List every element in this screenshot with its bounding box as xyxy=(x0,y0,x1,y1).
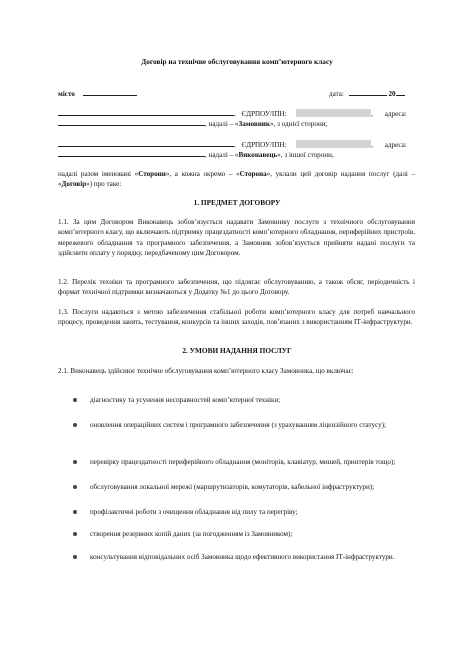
party2-name-blank xyxy=(58,139,234,147)
party2-line1: , ЄДРПОУ/ІПН: , адреса: xyxy=(58,139,418,150)
party2-address-blank xyxy=(58,149,205,157)
document-title: Договір на технічне обслуговування комп’ютерного класу xyxy=(141,57,333,66)
year-text: 20 xyxy=(388,90,396,98)
section1-heading: 1. ПРЕДМЕТ ДОГОВОРУ xyxy=(193,198,281,207)
place-blank xyxy=(83,88,137,96)
party2-prefix: , надалі – « xyxy=(205,151,239,159)
party1-role: Замовник xyxy=(238,120,270,128)
section1-p1: 1.1. За цим Договором Виконавець зобов’язується надавати Замовнику послуги з технічного обслуговування комп’ютерного класу, що включають підтримку працездатності комп’ютерного обладнання, периферійних пристроїв, мережевого обладнання та програмного забезпечення, а Замовник зобов’язується прийняти надані послуги та здійснити оплату у порядку, передбаченому цим Договором. xyxy=(58,218,415,258)
bullet-icon xyxy=(72,459,78,465)
party1-edrpou-field xyxy=(296,109,371,117)
date-label: дата: xyxy=(329,90,344,98)
year-blank xyxy=(396,88,405,96)
section2-p1: 2.1. Виконавець здійснює технічне обслуговування комп’ютерного класу Замовника, що включає: xyxy=(58,367,354,375)
bullet-icon xyxy=(72,554,78,560)
intro-paragraph: надалі разом іменовані «Сторони», а кожна окремо – «Сторона», уклали цей договір надання послуг (далі – «Договір») про таке: xyxy=(58,170,416,189)
party2-address-label: адреса: xyxy=(384,141,407,149)
date-blank xyxy=(349,88,387,96)
party2-edrpou-field xyxy=(296,140,371,148)
list-item: створення резервних копій даних (за погодженням із Замовником); xyxy=(90,530,293,538)
section2-heading: 2. УМОВИ НАДАННЯ ПОСЛУГ xyxy=(182,346,292,355)
list-item: діагностику та усунення несправностей комп’ютерної техніки; xyxy=(90,396,281,404)
bullet-icon xyxy=(72,531,78,537)
list-item: профілактичні роботи з очищення обладнання від пилу та перегріву; xyxy=(90,508,298,516)
bullet-icon xyxy=(72,484,78,490)
date-row xyxy=(329,88,405,99)
party1-address-label: адреса: xyxy=(384,110,407,118)
section1-p2: 1.2. Перелік техніки та програмного забезпечення, що підлягає обслуговуванню, а також обсяг, періодичність і формат технічної підтримки визначаються у Додатку №1 до цього Договору. xyxy=(58,278,415,297)
party1-prefix: , надалі – « xyxy=(205,120,239,128)
party2-role: Виконавець xyxy=(238,151,278,159)
party2-edrpou-label: ЄДРПОУ/ІПН: xyxy=(241,141,287,149)
party2-line2 xyxy=(58,149,418,160)
bullet-icon xyxy=(72,509,78,515)
party1-edrpou-label: ЄДРПОУ/ІПН: xyxy=(241,110,287,118)
list-item: консультування відповідальних осіб Замовника щодо ефективного використання ІТ-інфраструктури. xyxy=(90,553,395,561)
party2-suffix: », з іншої сторони, xyxy=(277,151,334,159)
party1-suffix: », з однієї сторони, xyxy=(269,120,328,128)
list-item: оновлення операційних систем і програмного забезпечення (з урахуванням ліцензійного статусу); xyxy=(90,421,387,429)
party1-line1: , ЄДРПОУ/ІПН: , адреса: xyxy=(58,108,418,119)
bullet-icon xyxy=(72,422,78,428)
party1-address-blank xyxy=(58,118,205,126)
place-label: місто xyxy=(58,90,75,98)
list-item: обслуговування локальної мережі (маршрутизаторів, комутаторів, кабельної інфраструктури); xyxy=(90,483,375,491)
list-item: перевірку працездатності периферійного обладнання (моніторів, клавіатур, мишей, принтерів тощо); xyxy=(90,458,396,466)
party1-line2 xyxy=(58,118,418,129)
party1-name-blank xyxy=(58,108,234,116)
place-row xyxy=(58,88,137,99)
bullet-icon xyxy=(72,397,78,403)
section1-p3: 1.3. Послуги надаються з метою забезпечення стабільної роботи комп’ютерного класу для потреб навчального процесу, проведення занять, тестування, конкурсів та інших заходів, пов’язаних з використанням ІТ-інфраструктури. xyxy=(58,308,415,327)
